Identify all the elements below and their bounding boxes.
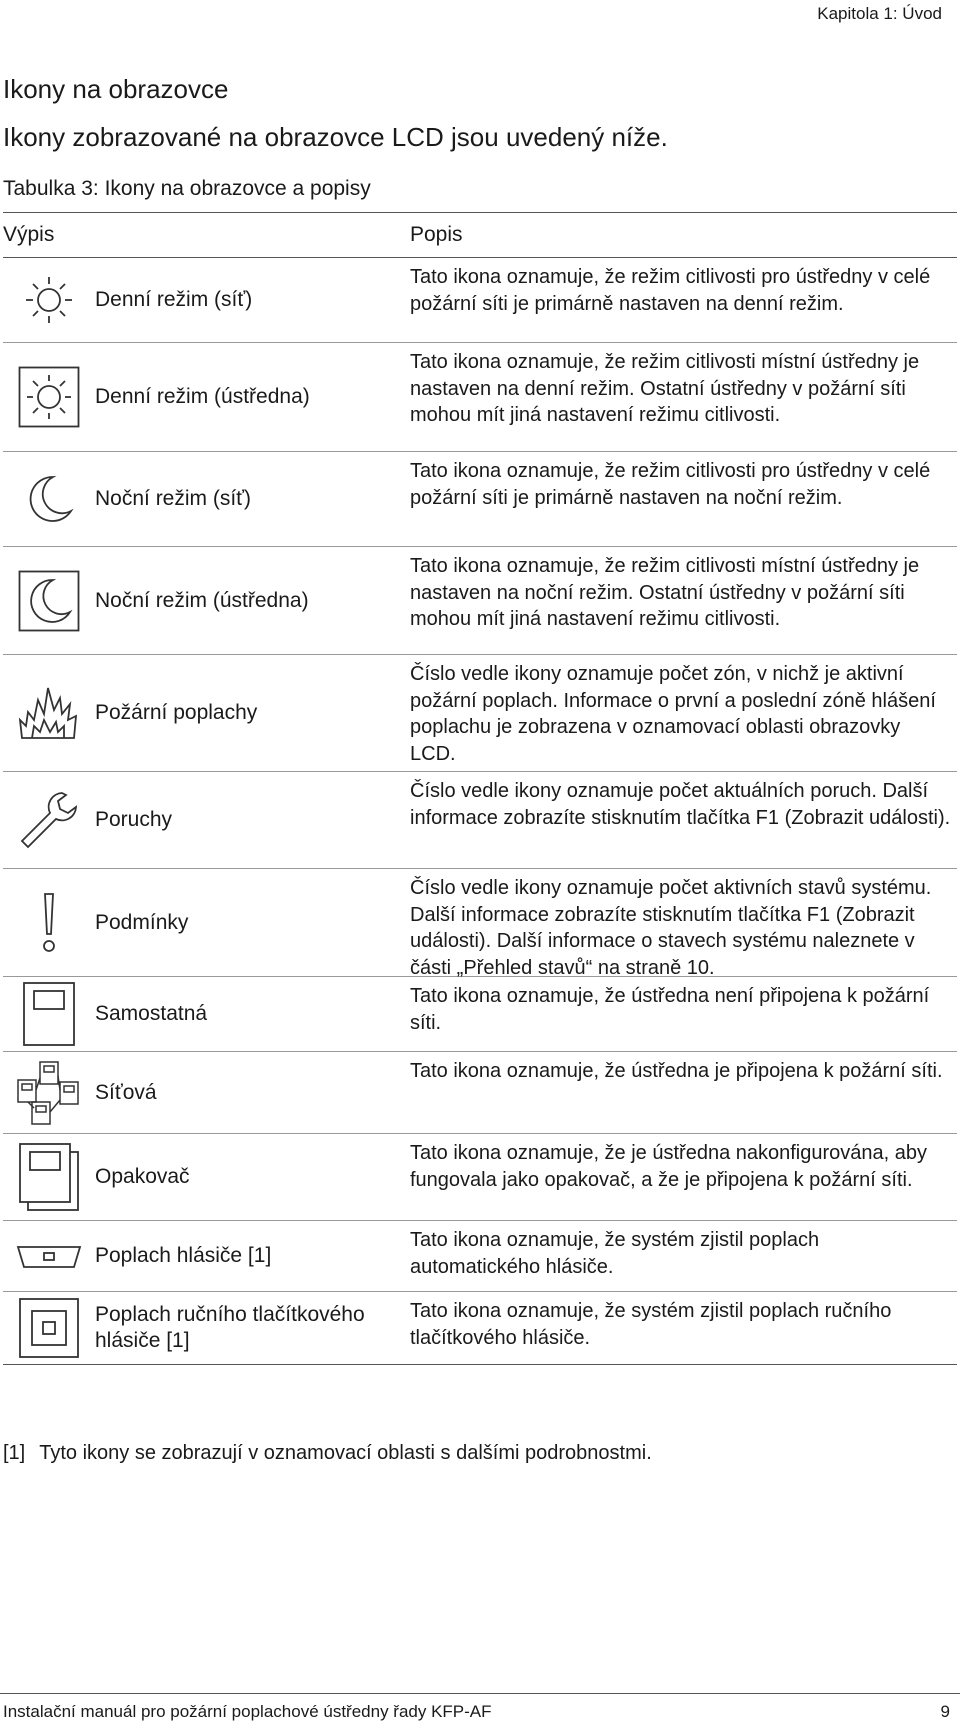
column-header-display: Výpis <box>3 223 55 246</box>
moon-boxed-icon <box>3 547 95 654</box>
column-header-description: Popis <box>410 223 463 246</box>
row-description: Tato ikona oznamuje, že režim citlivosti místní ústředny je nastaven na denní režim. Ostatní ústředny v požární síti mohou mít jiná nastavení režimu citlivosti. <box>410 351 920 426</box>
row-label: Poplach hlásiče [1] <box>95 1244 272 1267</box>
table-row <box>3 772 957 869</box>
wrench-icon <box>3 772 95 868</box>
row-label: Poplach ručního tlačítkového hlásiče [1] <box>95 1303 365 1352</box>
sun-icon <box>3 258 95 342</box>
row-label: Noční režim (síť) <box>95 487 252 510</box>
row-label: Samostatná <box>95 1002 208 1025</box>
sun-boxed-icon <box>3 343 95 451</box>
table-row <box>3 547 957 655</box>
row-description: Tato ikona oznamuje, že režim citlivosti pro ústředny v celé požární síti je primárně nastaven na denní režim. <box>410 266 931 315</box>
table-row <box>3 343 957 452</box>
footer-manual-title: Instalační manuál pro požární poplachové ústředny řady KFP-AF <box>3 1702 492 1721</box>
table-row <box>3 1134 957 1221</box>
call-point-icon <box>3 1292 95 1364</box>
table-header <box>3 213 957 258</box>
row-description: Tato ikona oznamuje, že režim citlivosti pro ústředny v celé požární síti je primárně nastaven na noční režim. <box>410 460 931 509</box>
network-panels-icon <box>3 1052 95 1133</box>
section-title: Ikony na obrazovce <box>3 74 229 104</box>
table-row <box>3 1221 957 1292</box>
row-description: Číslo vedle ikony oznamuje počet aktivních stavů systému. Další informace zobrazíte stisknutím tlačítka F1 (Zobrazit události). Další informace o stavech systému naleznete v části „Přehled stavů“ na straně 10. <box>410 877 932 979</box>
footnote-text: Tyto ikony se zobrazují v oznamovací oblasti s dalšími podrobnostmi. <box>39 1442 652 1464</box>
icons-table <box>3 212 957 1365</box>
detector-icon <box>3 1221 95 1291</box>
row-description: Tato ikona oznamuje, že režim citlivosti místní ústředny je nastaven na noční režim. Ostatní ústředny v požární síti mohou mít jiná nastavení režimu citlivosti. <box>410 555 920 630</box>
row-label: Denní režim (síť) <box>95 288 253 311</box>
row-label: Denní režim (ústředna) <box>95 385 310 408</box>
flame-icon <box>3 655 95 771</box>
table-row <box>3 977 957 1052</box>
page-number: 9 <box>940 1702 950 1721</box>
table-row <box>3 1052 957 1134</box>
row-description: Tato ikona oznamuje, že systém zjistil poplach ručního tlačítkového hlásiče. <box>410 1300 892 1349</box>
row-description: Tato ikona oznamuje, že systém zjistil poplach automatického hlásiče. <box>410 1229 820 1278</box>
row-label: Noční režim (ústředna) <box>95 588 309 612</box>
table-row <box>3 655 957 772</box>
row-description: Číslo vedle ikony oznamuje počet aktuálních poruch. Další informace zobrazíte stisknutím tlačítka F1 (Zobrazit události). <box>410 780 951 829</box>
footnote-marker: [1] <box>3 1442 26 1464</box>
row-label: Síťová <box>95 1080 157 1104</box>
row-description: Tato ikona oznamuje, že je ústředna nakonfigurována, aby fungovala jako opakovač, a že je připojena k požární síti. <box>410 1142 928 1191</box>
row-description: Tato ikona oznamuje, že ústředna není připojena k požární síti. <box>410 985 930 1034</box>
row-description: Tato ikona oznamuje, že ústředna je připojena k požární síti. <box>410 1060 943 1082</box>
repeater-panel-icon <box>3 1134 95 1220</box>
table-row <box>3 452 957 547</box>
row-label: Opakovač <box>95 1165 190 1188</box>
row-description: Číslo vedle ikony oznamuje počet zón, v nichž je aktivní požární poplach. Informace o první a poslední zóně hlášení poplachu je zobrazena v oznamovací oblasti obrazovky LCD. <box>410 663 936 765</box>
running-header: Kapitola 1: Úvod <box>817 4 942 23</box>
row-label: Podmínky <box>95 910 189 934</box>
row-label: Požární poplachy <box>95 701 258 724</box>
table-caption: Tabulka 3: Ikony na obrazovce a popisy <box>3 177 371 200</box>
table-row <box>3 258 957 343</box>
table-row <box>3 1292 957 1365</box>
footer-divider <box>0 1693 960 1694</box>
row-label: Poruchy <box>95 808 173 831</box>
intro-text: Ikony zobrazované na obrazovce LCD jsou uvedený níže. <box>3 122 668 152</box>
standalone-panel-icon <box>3 977 95 1051</box>
moon-icon <box>3 452 95 546</box>
footnote <box>3 1442 652 1465</box>
table-row <box>3 869 957 977</box>
exclamation-icon <box>3 869 95 976</box>
